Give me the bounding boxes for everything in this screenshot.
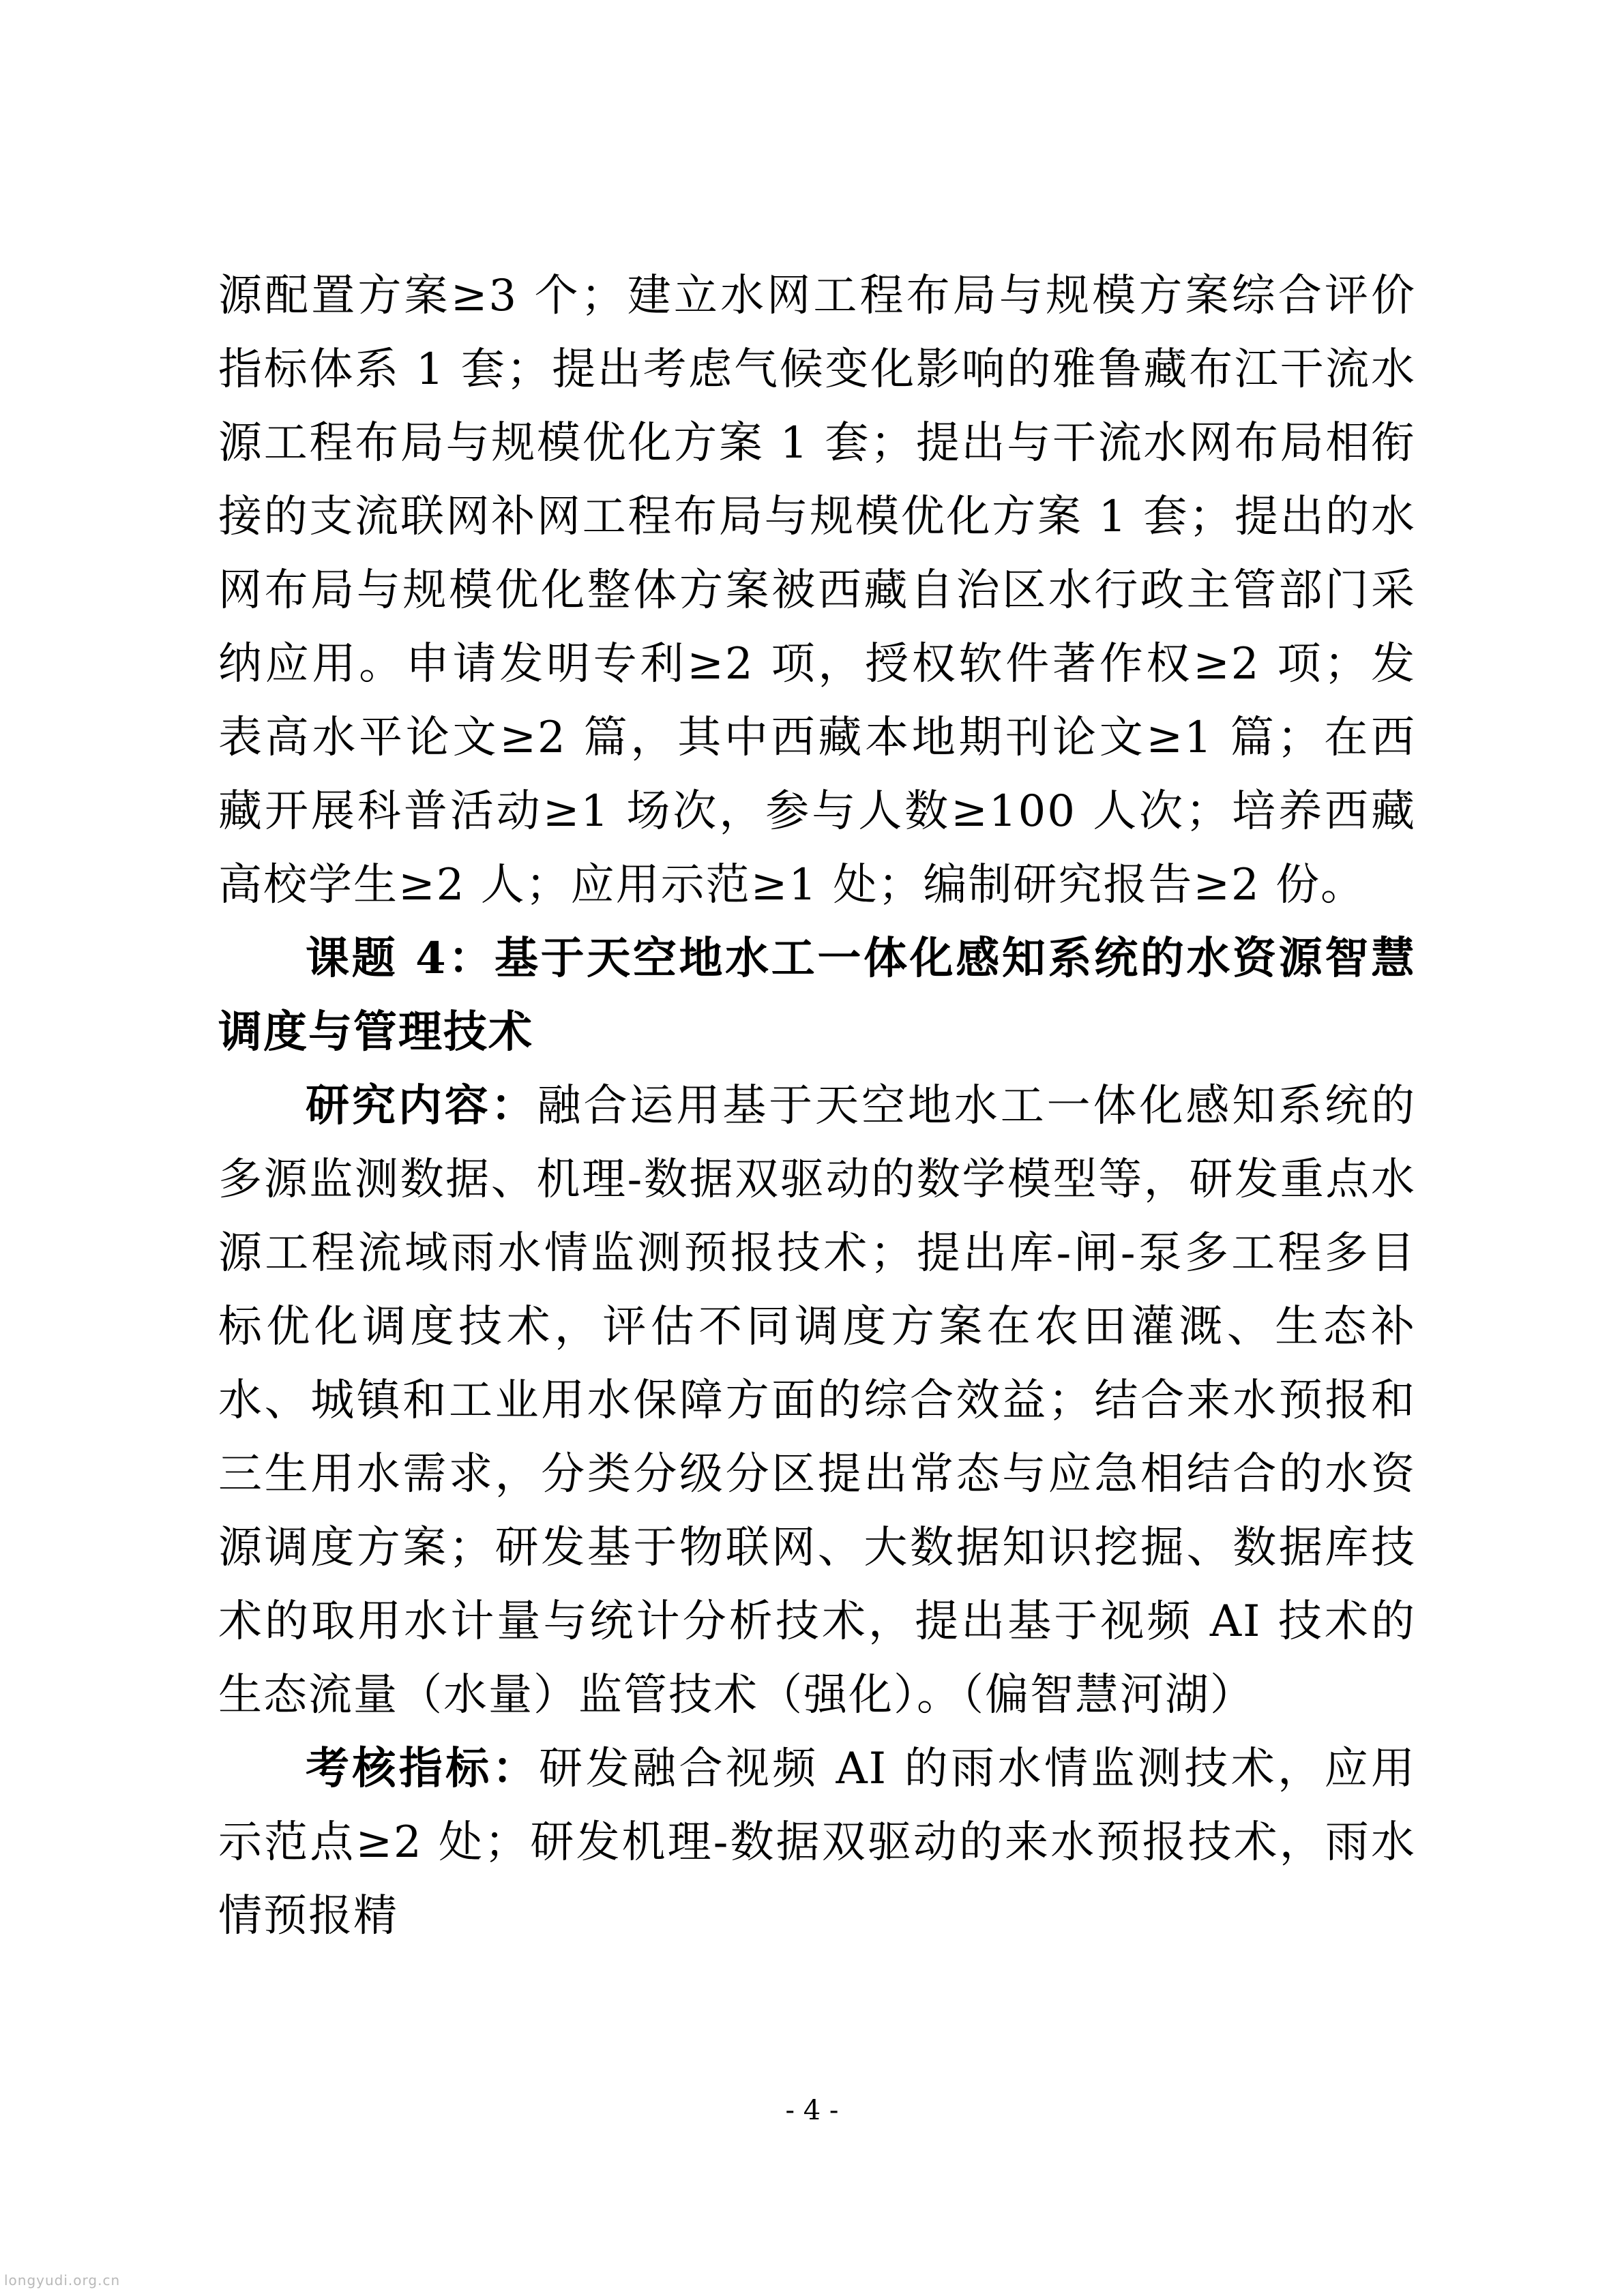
page-number: - 4 - [785, 2095, 839, 2126]
topic-heading: 课题 4：基于天空地水工一体化感知系统的水资源智慧调度与管理技术 [218, 933, 1416, 1058]
document-body [218, 259, 1416, 1953]
assessment-text: 研发融合视频 AI 的雨水情监测技术，应用示范点≥2 处；研发机理-数据双驱动的来水预报技术，雨水情预报精 [218, 1744, 1417, 1941]
watermark: longyudi.org.cn [4, 2272, 121, 2288]
research-content-paragraph [218, 1069, 1416, 1732]
assessment-paragraph [218, 1732, 1416, 1953]
assessment-label: 考核指标： [306, 1743, 540, 1794]
research-content-text: 融合运用基于天空地水工一体化感知系统的多源监测数据、机理-数据双驱动的数学模型等，研发重点水源工程流域雨水情监测预报技术；提出库-闸-泵多工程多目标优化调度技术，评估不同调度方案在农田灌溉、生态补水、城镇和工业用水保障方面的综合效益；结合来水预报和三生用水需求，分类分级分区提出常态与应急相结合的水资源调度方案；研发基于物联网、大数据知识挖掘、数据库技术的取用水计量与统计分析技术，提出基于视频 AI 技术的生态流量（水量）监管技术（强化）。（偏智慧河湖） [218, 1081, 1417, 1720]
research-content-label: 研究内容： [306, 1080, 537, 1131]
continuation-paragraph: 源配置方案≥3 个；建立水网工程布局与规模方案综合评价指标体系 1 套；提出考虑气候变化影响的雅鲁藏布江干流水源工程布局与规模优化方案 1 套；提出与干流水网布局相衔接的支流联网补网工程布局与规模优化方案 1 套；提出的水网布局与规模优化整体方案被西藏自治区水行政主管部门采纳应用。申请发明专利≥2 项，授权软件著作权≥2 项；发表高水平论文≥2 篇，其中西藏本地期刊论文≥1 篇；在西藏开展科普活动≥1 场次，参与人数≥100 人次；培养西藏高校学生≥2 人；应用示范≥1 处；编制研究报告≥2 份。 [218, 271, 1416, 910]
